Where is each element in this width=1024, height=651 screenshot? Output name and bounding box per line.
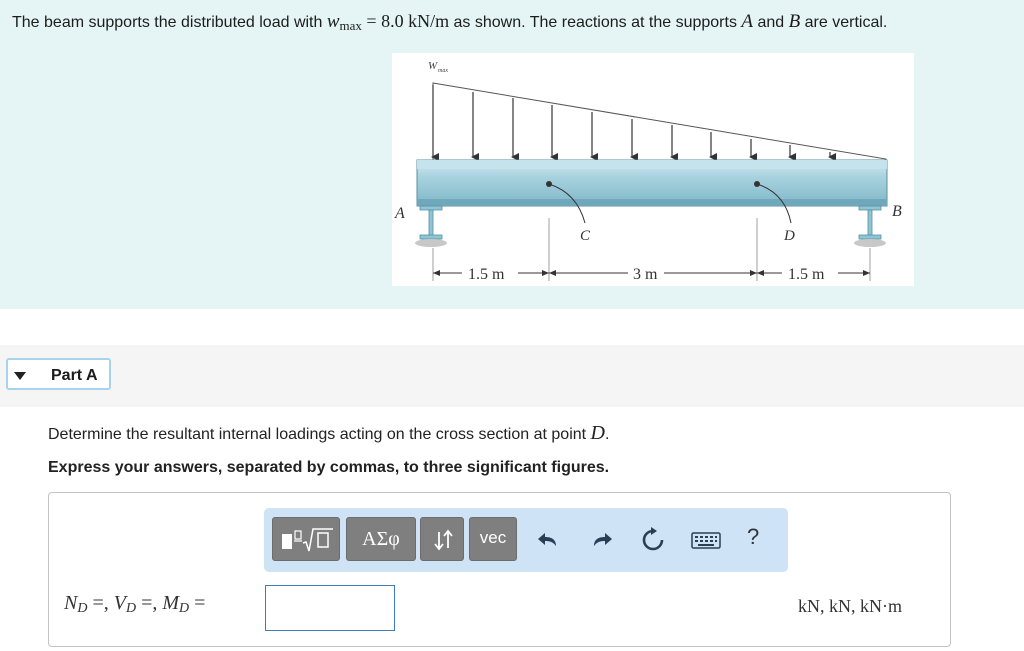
part-a-label: Part A — [51, 367, 98, 384]
label-b: B — [892, 203, 902, 220]
question-text — [48, 422, 609, 445]
statement-text-and: and — [753, 14, 789, 31]
beam-top-flange — [417, 160, 887, 169]
keyboard-icon[interactable] — [690, 525, 722, 555]
math-toolbar — [264, 508, 788, 572]
answer-variables-label: ND =, VD =, MD = — [64, 592, 206, 616]
v-subscript: D — [125, 601, 137, 616]
wmax-subscript: max — [339, 18, 362, 33]
question-suffix: . — [604, 426, 610, 443]
question-prefix: Determine the resultant internal loadings acting on the cross section at point — [48, 426, 591, 443]
statement-text-mid: as shown. The reactions at the supports — [449, 14, 742, 31]
beam-diagram — [392, 53, 914, 286]
vec-button[interactable]: vec — [469, 517, 517, 561]
support-a — [415, 206, 447, 247]
support-b-symbol: B — [788, 11, 801, 32]
sort-arrows-button[interactable] — [420, 517, 464, 561]
problem-panel — [0, 0, 1024, 309]
answer-units: kN, kN, kN·m — [798, 596, 902, 616]
load-label: W — [428, 60, 438, 72]
m-symbol: M — [162, 592, 180, 614]
redo-icon[interactable] — [586, 525, 616, 555]
dim-label-1: 1.5 m — [468, 266, 505, 283]
dim-label-3: 1.5 m — [788, 266, 825, 283]
help-button[interactable]: ? — [747, 524, 760, 549]
reset-icon[interactable] — [638, 525, 668, 555]
answer-instruction: Express your answers, separated by commas, to three significant figures. — [48, 459, 610, 476]
part-a-toggle[interactable] — [6, 358, 111, 390]
answer-input[interactable] — [265, 585, 395, 631]
fraction-sqrt-icon — [273, 518, 341, 562]
label-a: A — [395, 205, 405, 222]
support-a-symbol: A — [741, 11, 753, 32]
support-b — [854, 206, 886, 247]
label-c: C — [580, 228, 591, 244]
templates-button[interactable] — [272, 517, 340, 561]
undo-icon[interactable] — [534, 525, 564, 555]
beam-bottom-flange — [417, 199, 887, 206]
n-symbol: N — [64, 592, 78, 614]
wmax-value: = 8.0 kN/m — [361, 11, 450, 31]
load-envelope — [433, 83, 886, 161]
m-subscript: D — [179, 601, 190, 616]
statement-text: The beam supports the distributed load with — [12, 14, 327, 31]
question-point: D — [590, 422, 605, 444]
problem-statement — [12, 11, 887, 34]
greek-symbols-button[interactable]: ΑΣφ — [346, 517, 416, 561]
caret-down-icon — [14, 372, 26, 380]
beam-figure — [392, 53, 914, 286]
n-subscript: D — [77, 601, 88, 616]
load-label-sub: max — [438, 68, 448, 74]
load-arrows — [433, 85, 830, 157]
v-symbol: V — [113, 592, 126, 614]
up-down-arrows-icon — [421, 518, 465, 562]
statement-text-suffix: are vertical. — [800, 14, 888, 31]
wmax-symbol: w — [326, 11, 340, 32]
part-header-bar — [0, 345, 1024, 407]
label-d: D — [784, 228, 795, 244]
dim-label-2: 3 m — [633, 266, 658, 283]
